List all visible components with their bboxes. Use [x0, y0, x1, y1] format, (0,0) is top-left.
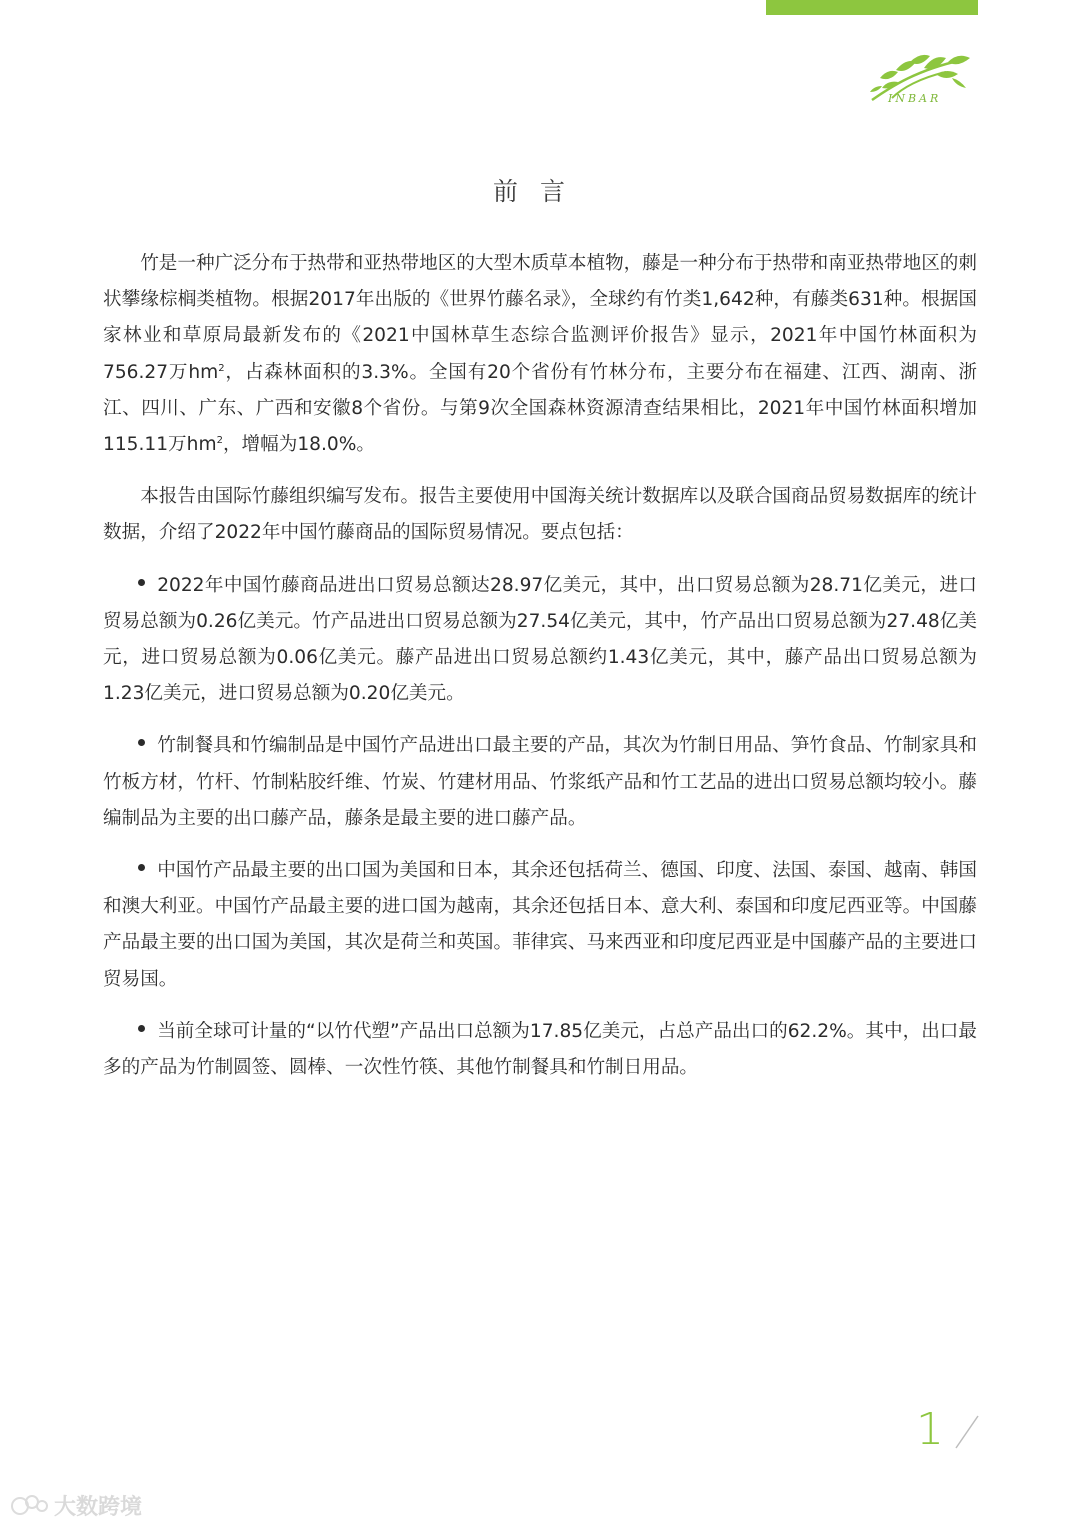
intro-paragraph: 竹是一种广泛分布于热带和亚热带地区的大型木质草本植物，藤是一种分布于热带和南亚热带地区的刺状攀缘棕榈类植物。根据2017年出版的《世界竹藤名录》，全球约有竹类1,642种，有藤类631种。根据国家林业和草原局最新发布的《2021中国林草生态综合监测评价报告》显示，2021年中国竹林面积为756.27万$hm^2$，占森林面积的3.3%。全国有20个省份有竹林分布，主要分布在福建、江西、湖南、浙江、四川、广东、广西和安徽8个省份。与第9次全国森林资源清查结果相比，2021年中国竹林面积增加115.11万$hm^2$，增幅为18.0%。 — [103, 253, 977, 456]
watermark-logo-icon — [10, 1492, 50, 1518]
page-title: 前言 — [492, 177, 587, 206]
bullet-icon — [138, 579, 145, 586]
report-paragraph: 本报告由国际竹藤组织编写发布。报告主要使用中国海关统计数据库以及联合国商品贸易数据库的统计数据，介绍了2022年中国竹藤商品的国际贸易情况。要点包括： — [103, 486, 977, 544]
bullet-item: 中国竹产品最主要的出口国为美国和日本，其余还包括荷兰、德国、印度、法国、泰国、越南、韩国和澳大利亚。中国竹产品最主要的进口国为越南，其余还包括日本、意大利、泰国和印度尼西亚等。中国藤产品最主要的出口国为美国，其次是荷兰和英国。菲律宾、马来西亚和印度尼西亚是中国藤产品的主要进口贸易国。 — [103, 860, 977, 990]
header-accent-bar — [766, 0, 978, 15]
bullet-item: 竹制餐具和竹编制品是中国竹产品进出口最主要的产品，其次为竹制日用品、笋竹食品、竹制家具和竹板方材，竹杆、竹制粘胶纤维、竹炭、竹建材用品、竹浆纸产品和竹工艺品的进出口贸易总额均较小。藤编制品为主要的出口藤产品，藤条是最主要的进口藤产品。 — [103, 735, 977, 829]
bullet-item: 当前全球可计量的“以竹代塑”产品出口总额为17.85亿美元，占总产品出口的62.2%。其中，出口最多的产品为竹制圆签、圆棒、一次性竹筷、其他竹制餐具和竹制日用品。 — [103, 1020, 977, 1079]
logo-text: INBAR — [888, 92, 942, 105]
bullet-item: 2022年中国竹藤商品进出口贸易总额达28.97亿美元，其中，出口贸易总额为28.71亿美元，进口贸易总额为0.26亿美元。竹产品进出口贸易总额为27.54亿美元，其中，竹产品出口贸易总额为27.48亿美元，进口贸易总额为0.06亿美元。藤产品进出口贸易总额约1.43亿美元，其中，藤产品出口贸易总额为1.23亿美元，进口贸易总额为0.20亿美元。 — [103, 574, 977, 705]
bullet-icon — [138, 1025, 145, 1032]
page-number: 1 — [916, 1404, 944, 1455]
bullet-icon — [138, 864, 145, 871]
watermark-text: 大数跨境 — [54, 1494, 143, 1520]
page-slash-icon — [952, 1412, 982, 1452]
watermark — [10, 1488, 142, 1522]
main-content — [103, 246, 977, 1102]
bullet-icon — [138, 739, 145, 746]
